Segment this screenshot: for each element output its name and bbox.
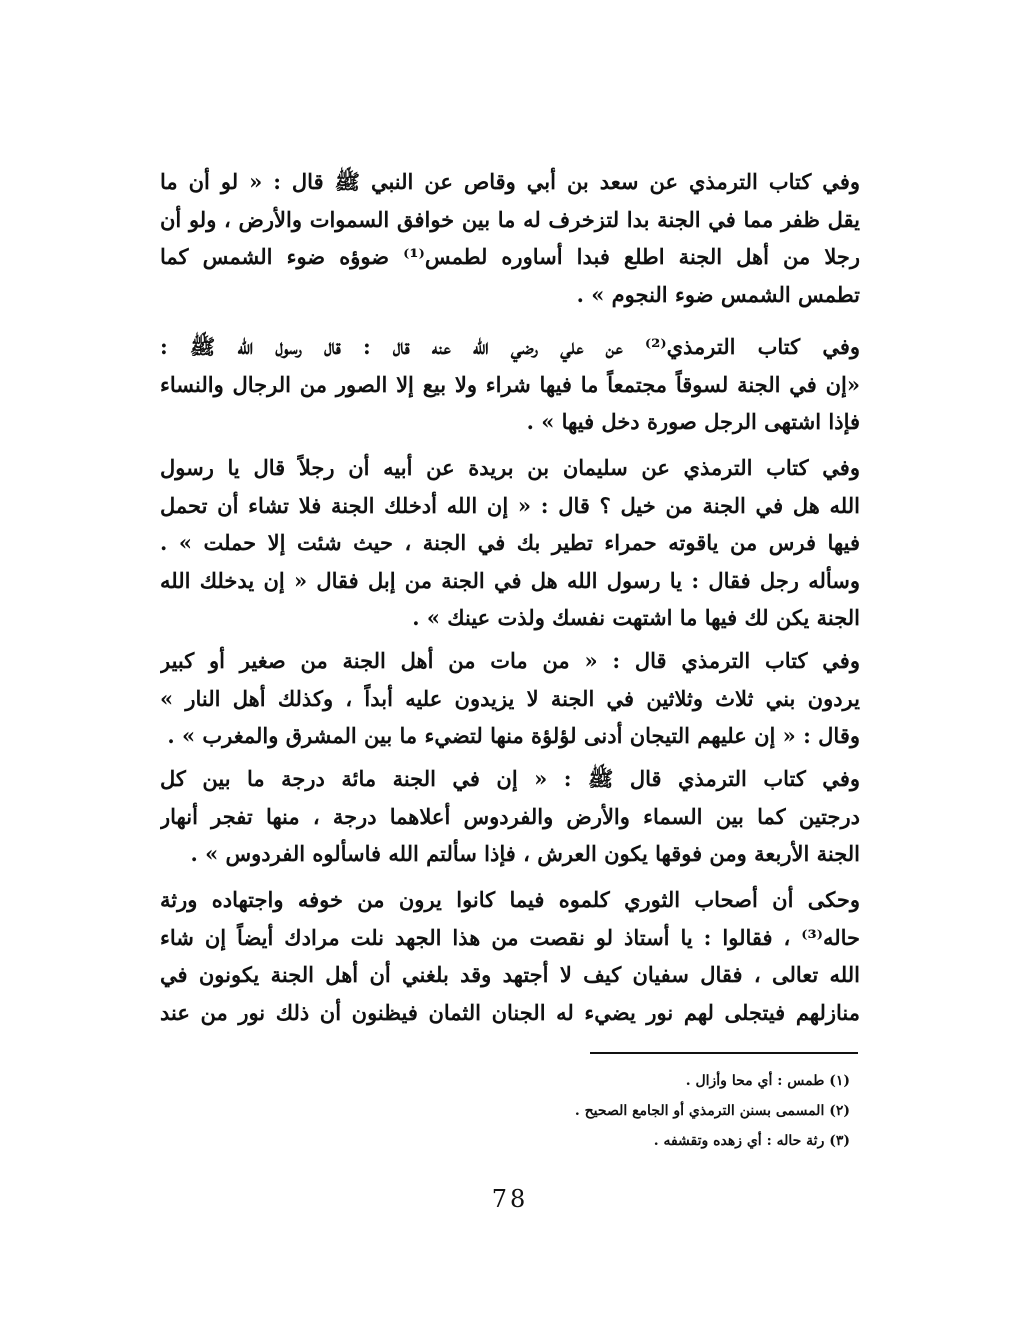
text-line: الجنة يكن لك فيها ما اشتهت نفسك ولذت عينك » . xyxy=(412,605,860,630)
text-line: وفي كتاب الترمذي عن سعد بن أبي وقاص عن النبي ﷺ قال : « لو أن ما xyxy=(160,169,860,194)
text-line: فيها فرس من ياقوته حمراء تطير بك في الجنة ، حيث شئت إلا حملت » . xyxy=(160,530,860,555)
text-line: الجنة الأربعة ومن فوقها يكون العرش ، فإذا سألتم الله فاسألوه الفردوس » . xyxy=(190,841,860,866)
text-line: حاله⁽³⁾ ، فقالوا : يا أستاذ لو نقصت من هذا الجهد نلت مرادك أيضاً إن شاء xyxy=(160,924,860,950)
footnote-1: (١) طمس : أي محا وأزال . xyxy=(685,1073,850,1089)
text-line: يردون بني ثلاث وثلاثين في الجنة لا يزيدون عليه أبداً ، وكذلك أهل النار » xyxy=(160,685,860,711)
text-line: درجتين كما بين السماء والأرض والفردوس أعلاهما درجة ، منها تفجر أنهار xyxy=(160,803,860,829)
footnote-3: (٣) رثة حاله : أي زهده وتقشفه . xyxy=(653,1133,850,1149)
text-line: رجلا من أهل الجنة اطلع فبدا أساوره لطمس⁽¹⁾ ضوؤه ضوء الشمس كما xyxy=(160,244,860,269)
text-line: وفي كتاب الترمذي قال ﷺ : « إن في الجنة مائة درجة ما بين كل xyxy=(160,766,860,791)
paragraph-3 xyxy=(160,449,860,637)
text-line: وسأله رجل فقال : يا رسول الله هل في الجنة من إبل فقال « إن يدخلك الله xyxy=(160,567,860,593)
footnote-2: (٢) المسمى بسنن الترمذي أو الجامع الصحيح . xyxy=(574,1103,850,1119)
text-line: الله تعالى ، فقال سفيان كيف لا أجتهد وقد بلغني أن أهل الجنة يكونون في xyxy=(160,962,860,987)
paragraph-1 xyxy=(160,163,860,313)
text-line: وفي كتاب الترمذي عن سليمان بن بريدة عن أبيه أن رجلاً قال يا رسول xyxy=(160,455,860,480)
text-line: منازلهم فيتجلى لهم نور يضيء له الجنان الثمان فيظنون أن ذلك نور من عند xyxy=(160,999,860,1025)
text-line: «إن في الجنة لسوقاً مجتمعاً ما فيها شراء ولا بيع إلا الصور من الرجال والنساء xyxy=(160,371,860,397)
page-number: 78 xyxy=(491,1185,529,1213)
text-line: وفي كتاب الترمذي قال : « من مات من أهل الجنة من صغير أو كبير xyxy=(160,648,860,673)
text-line: تطمس الشمس ضوء النجوم » . xyxy=(576,281,860,307)
footnote-divider xyxy=(590,1052,858,1054)
text-line: وقال : « إن عليهم التيجان أدنى لؤلؤة منها لتضيء ما بين المشرق والمغرب » . xyxy=(167,723,860,748)
paragraph-6 xyxy=(160,881,860,1031)
paragraph-2 xyxy=(160,328,860,441)
paragraph-4 xyxy=(160,642,860,755)
footnotes xyxy=(560,1066,850,1156)
text-line: وفي كتاب الترمذي⁽²⁾ عن علي رضي الله عنه قال : قال رسول الله ﷺ : xyxy=(160,334,860,359)
text-line: يقل ظفر مما في الجنة بدا لتزخرف له ما بين خوافق السموات والأرض ، ولو أن xyxy=(160,206,860,232)
text-line: فإذا اشتهى الرجل صورة دخل فيها » . xyxy=(526,409,860,434)
text-line: وحكى أن أصحاب الثوري كلموه فيما كانوا يرون من خوفه واجتهاده ورثة xyxy=(160,887,860,912)
text-line: الله هل في الجنة من خيل ؟ قال : « إن الله أدخلك الجنة فلا تشاء أن تحمل xyxy=(160,492,860,518)
paragraph-5 xyxy=(160,760,860,873)
